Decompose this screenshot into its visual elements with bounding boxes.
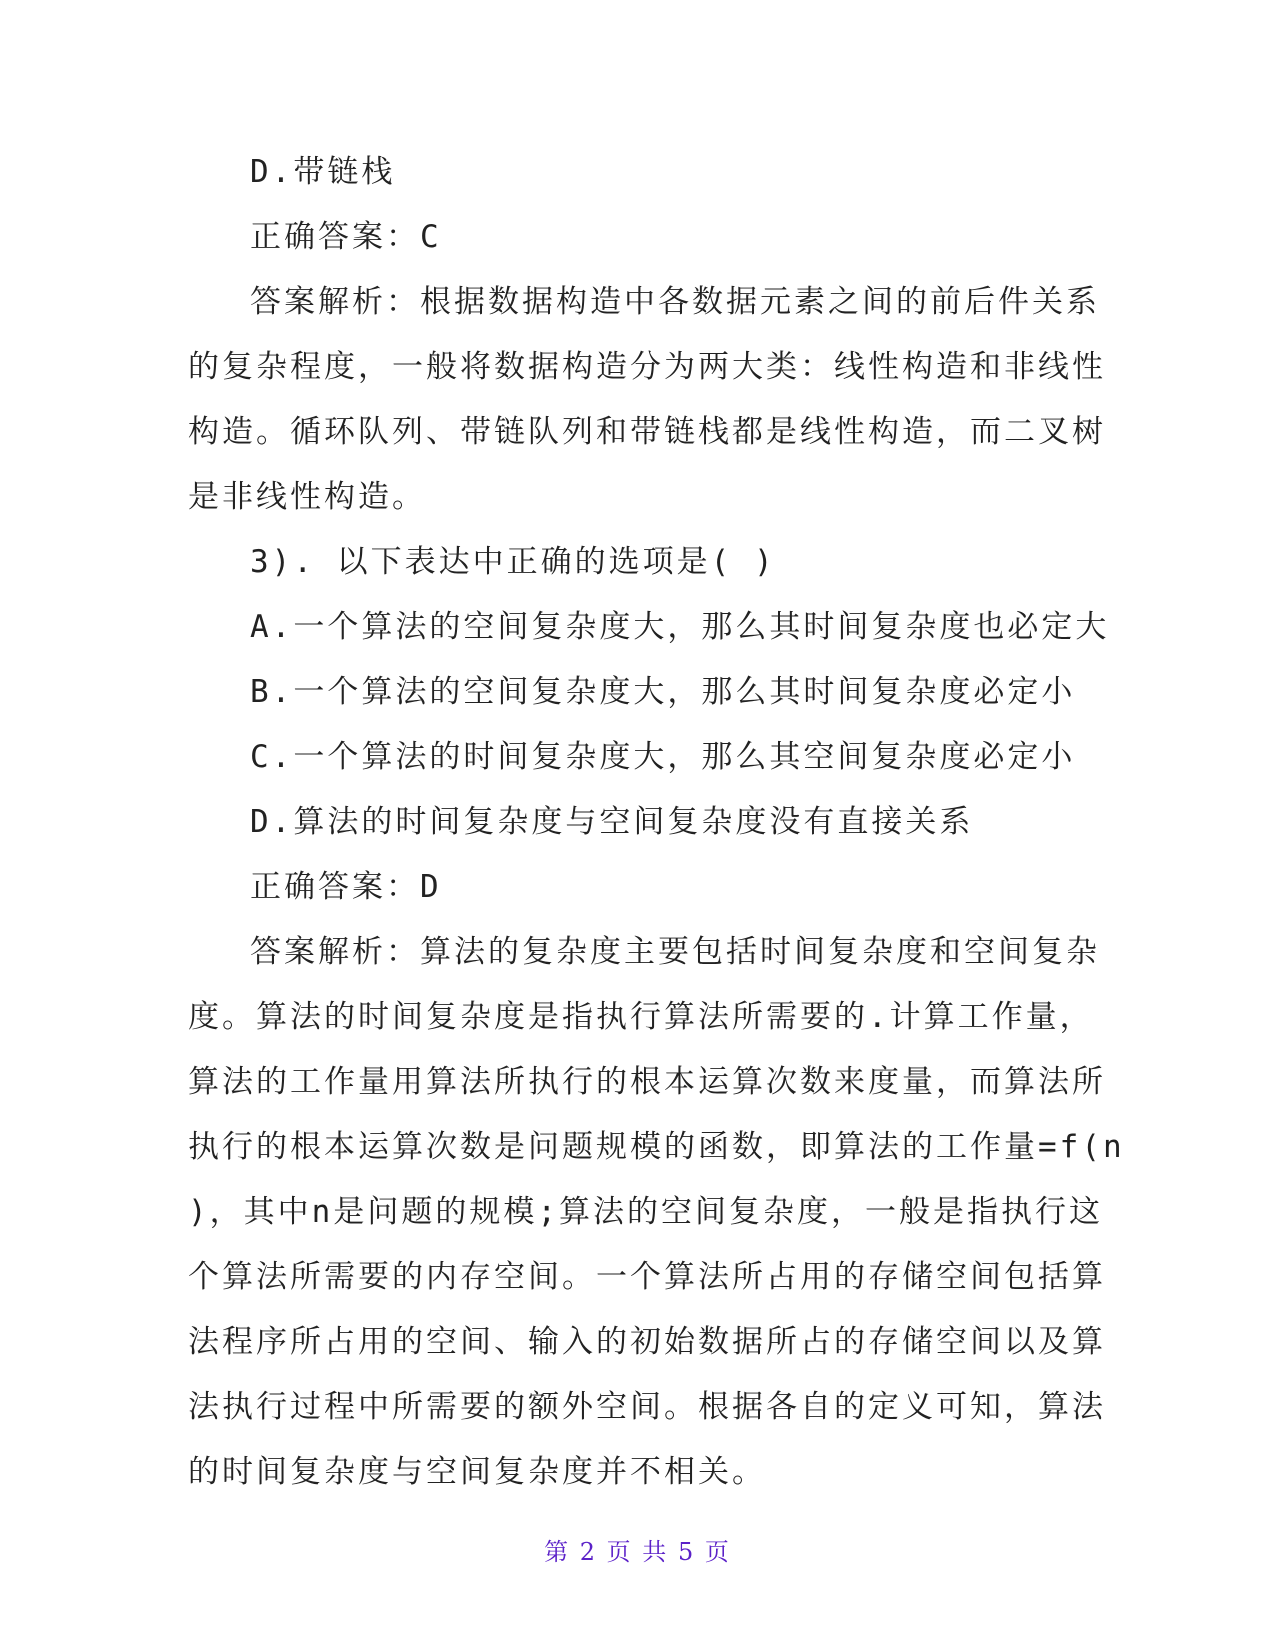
explanation-line: 法执行过程中所需要的额外空间。根据各自的定义可知，算法 xyxy=(188,1389,1106,1425)
explanation-line: 的复杂程度，一般将数据构造分为两大类：线性构造和非线性 xyxy=(188,349,1106,385)
option-d-line: D.带链栈 xyxy=(250,154,396,190)
option-a-line: A.一个算法的空间复杂度大，那么其时间复杂度也必定大 xyxy=(250,609,1110,645)
explanation-line: 算法的工作量用算法所执行的根本运算次数来度量，而算法所 xyxy=(188,1064,1106,1100)
explanation-line: 度。算法的时间复杂度是指执行算法所需要的.计算工作量， xyxy=(188,999,1094,1035)
explanation-line: 答案解析：算法的复杂度主要包括时间复杂度和空间复杂 xyxy=(250,934,1100,970)
question-line: 3). 以下表达中正确的选项是( ) xyxy=(250,544,776,580)
page-footer: 第 2 页 共 5 页 xyxy=(544,1538,731,1566)
document-body xyxy=(188,140,1125,1505)
option-c-line: C.一个算法的时间复杂度大，那么其空间复杂度必定小 xyxy=(250,739,1076,775)
explanation-line: 的时间复杂度与空间复杂度并不相关。 xyxy=(188,1454,766,1490)
explanation-line: 构造。循环队列、带链队列和带链栈都是线性构造，而二叉树 xyxy=(188,414,1106,450)
explanation-line: 是非线性构造。 xyxy=(188,479,426,515)
explanation-line: 个算法所需要的内存空间。一个算法所占用的存储空间包括算 xyxy=(188,1259,1106,1295)
explanation-line: 法程序所占用的空间、输入的初始数据所占的存储空间以及算 xyxy=(188,1324,1106,1360)
option-d-line: D.算法的时间复杂度与空间复杂度没有直接关系 xyxy=(250,804,974,840)
explanation-line: )，其中n是问题的规模;算法的空间复杂度，一般是指执行这 xyxy=(188,1194,1103,1230)
answer-line: 正确答案：C xyxy=(250,219,442,255)
option-b-line: B.一个算法的空间复杂度大，那么其时间复杂度必定小 xyxy=(250,674,1076,710)
explanation-line: 执行的根本运算次数是问题规模的函数，即算法的工作量=f(n xyxy=(188,1129,1125,1165)
explanation-line: 答案解析：根据数据构造中各数据元素之间的前后件关系 xyxy=(250,284,1100,320)
answer-line: 正确答案：D xyxy=(250,869,442,905)
